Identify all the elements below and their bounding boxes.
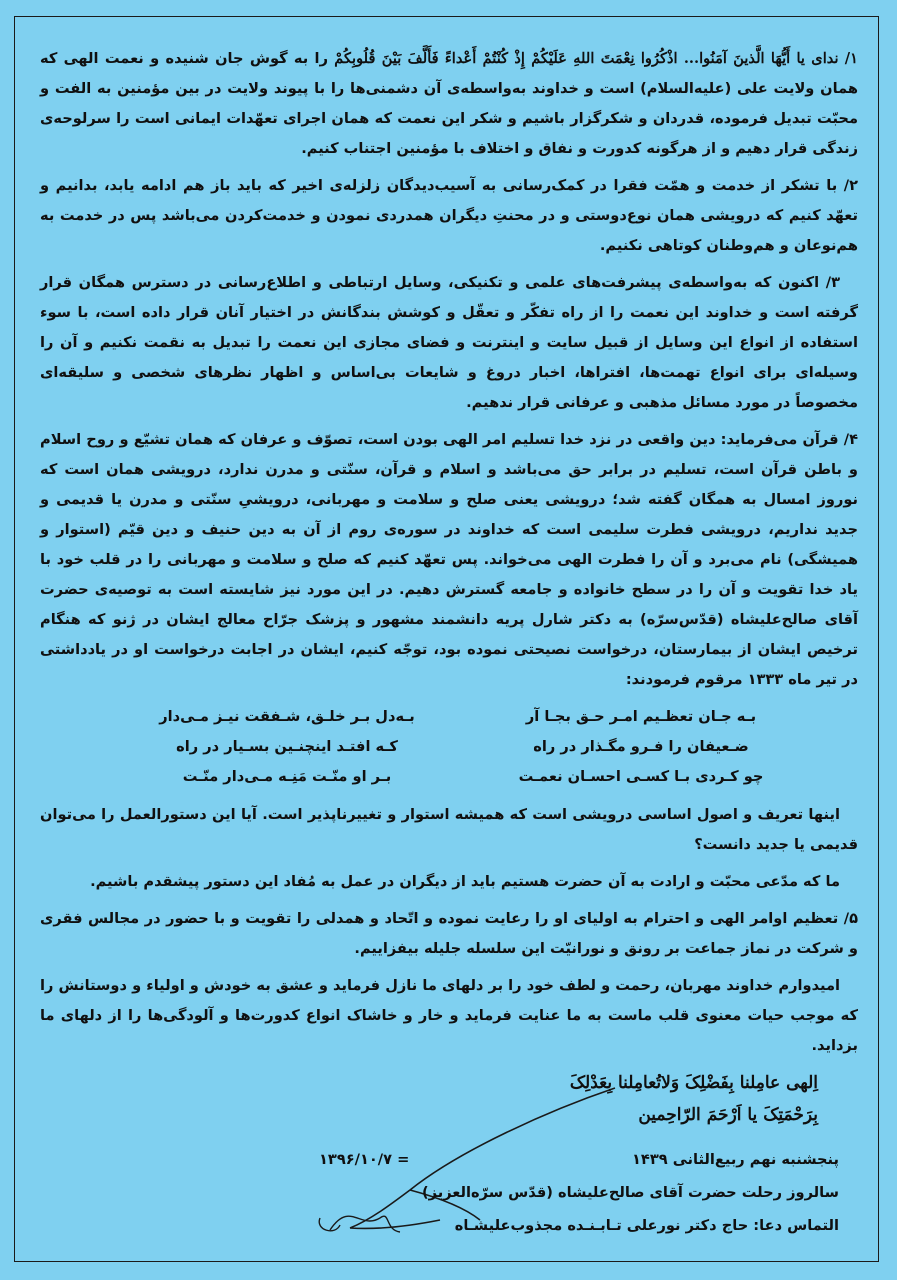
letter-body: [40, 44, 858, 1132]
date-solar: = ۱۳۹۶/۱۰/۷: [319, 1151, 410, 1168]
poem-line-2-left: کـه افتـد اینچنـین بسـیار در راه: [176, 738, 398, 755]
paragraph-1-text: را به گوش جان شنیده و نعمت الهی که همان ولایت علی (علیه‌السلام) است و خداوند به‌واسطه‌ی آن دشمنی‌ها را با پیوند ولایت در بین مؤمنین به الفت و محبّت تبدیل فرموده، قدردان و شکرگزار باشیم و شکر این نعمت که همان اجرای تعهّدات ایمانی است را سرلوحه‌ی زندگی قرار دهیم و از هرگونه کدورت و نفاق و اختلاف با مؤمنین اجتناب کنیم.: [40, 50, 858, 157]
poem-line-2-right: ضـعیفان را فـرو مگـذار در راه: [533, 738, 749, 755]
paragraph-2: ۲/ با تشکر از خدمت و همّت فقرا در کمک‌رسانی به آسیب‌دیدگان زلزله‌ی اخیر که باید باز هم ادامه یابد، بدانیم و تعهّد کنیم که درویشی همان نوع‌دوستی و در محنتِ دیگران همدردی نمودن و خدمت‌کردن می‌باشد پس در خدمت به هم‌نوعان و هم‌وطنان کوتاهی نکنیم.: [40, 177, 858, 254]
paragraph-1: [40, 44, 858, 164]
paragraph-8: امیدوارم خداوند مهربان، رحمت و لطف خود را بر دلهای ما نازل فرماید و عشق به خودش و اولیاء و دوستانش را که موجب حیات معنوی قلب ماست به ما عنایت فرماید و خار و خاشاک انواع کدورت‌ها و آلودگی‌ها را از دلهای ما بزداید.: [40, 977, 858, 1054]
quran-verse: ۱/ ندای یا أَیُّهَا الَّذینَ آمَنُوا... اذْکُرُوا نِعْمَتَ اللهِ عَلَیْکُمْ إِذْ کُنْتُمْ أَعْداءً فَأَلَّفَ بَیْنَ قُلُوبِکُمْ: [334, 50, 858, 67]
poem-line-3-left: بـر او منّـت مَنِـه مـی‌دار منّـت: [182, 768, 392, 785]
date-lunar: پنجشنبه نهم ربیع‌الثانی ۱۴۳۹: [632, 1151, 839, 1168]
poem-line-1-right: بـه جـان تعظـیم امـر حـق بجـا آر: [525, 708, 757, 725]
paragraph-5: اینها تعریف و اصول اساسی درویشی است که همیشه استوار و تغییرناپذیر است. آیا این دستورالعمل را می‌توان قدیمی یا جدید دانست؟: [40, 806, 858, 853]
prayer-line-2: بِرَحْمَتِکَ یا اَرْحَمَ الرّاحِمین: [638, 1105, 818, 1125]
letter-footer: [319, 1143, 839, 1242]
poem-line-3-right: چو کـردی بـا کسـی احسـان نعمـت: [518, 768, 764, 785]
paragraph-6: ما که مدّعی محبّت و ارادت به آن حضرت هستیم باید از دیگران در عمل به مُفاد این دستور پیشقدم باشیم.: [90, 873, 840, 890]
poem: [40, 702, 858, 792]
poem-line-1-left: بـه‌دل بـر خلـق، شـفقت نیـز مـی‌دار: [159, 708, 415, 725]
paragraph-3: ۳/ اکنون که به‌واسطه‌ی پیشرفت‌های علمی و تکنیکی، وسایل ارتباطی و اطلاع‌رسانی در دسترس همگان قرار گرفته است و خداوند این نعمت را از راه تفکّر و تعقّل و کوشش بندگانش در اختیار آنان قرار داده است، با سوء استفاده از انواع این وسایل از قبیل سایت و اینترنت و فضای مجازی این نعمت را تبدیل به نقمت نکنیم و آن را وسیله‌ای برای انواع تهمت‌ها، افتراها، اخبار دروغ و شایعات بی‌اساس و اظهار نظرهای شخصی و سلیقه‌ای مخصوصاً در مورد مسائل مذهبی و عرفانی قرار ندهیم.: [40, 274, 858, 411]
date-line: [319, 1143, 839, 1176]
paragraph-4: ۴/ قرآن می‌فرماید: دین واقعی در نزد خدا تسلیم امر الهی بودن است، تصوّف و عرفان که همان تشیّع و روح اسلام و باطن قرآن است، تسلیم در برابر حق می‌باشد و اسلام و قرآن، سنّتی و مدرن ندارد، درویشی همان است که نوروز امسال به همگان گفته شد؛ درویشی یعنی صلح و سلامت و مهربانی، درویشیِ سنّتی و مدرن یا قدیمی و جدید نداریم، درویشی فطرت سلیمی است که خداوند در سوره‌ی روم از آن به دین حنیف و دین قیّم (استوار و همیشگی) نام می‌برد و آن را فطرت الهی می‌خواند. پس تعهّد کنیم که صلح و سلامت و مهربانی را در قلب خود با یاد خدا تقویت و آن را در سطح خانواده و جامعه گسترش دهیم. در این مورد نیز شایسته است به توصیه‌ی حضرت آقای صالح‌علیشاه (قدّس‌سرّه) به دکتر شارل پریه دانشمند مشهور و پزشک جرّاح معالج ایشان در ژنو که هنگام ترخیص ایشان از بیمارستان، درخواست نصیحتی نموده بود، توجّه کنیم، ایشان در اجابت درخواست او در یادداشتی در تیر ماه ۱۳۳۳ مرقوم فرمودند:: [40, 431, 858, 688]
prayer-line-1: اِلهی عامِلنا بِفَضْلِکَ وَلاتُعامِلنا بِعَدْلِکَ: [569, 1073, 818, 1093]
occasion-line: سالروز رحلت حضرت آقای صالح‌علیشاه (قدّس سرّه‌العزیز): [422, 1184, 839, 1201]
author-line: التماس دعا: حاج دکتر نورعلی تـابـنـده مجذوب‌علیشـاه: [454, 1217, 839, 1234]
paragraph-7: ۵/ تعظیم اوامر الهی و احترام به اولیای او را رعایت نموده و اتّحاد و همدلی را تقویت و با حضور در مجالس فقری و شرکت در نماز جماعت بر رونق و نورانیّت این سلسله جلیله بیفزاییم.: [40, 910, 858, 957]
